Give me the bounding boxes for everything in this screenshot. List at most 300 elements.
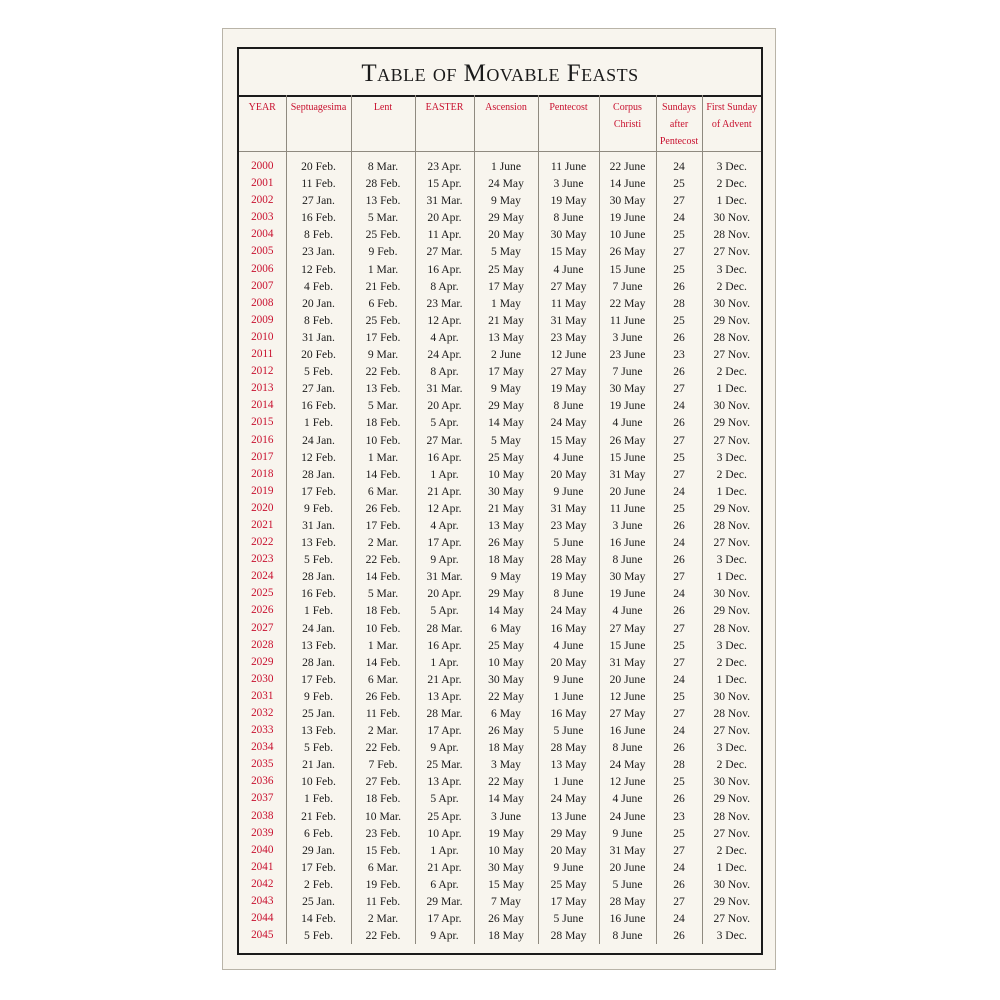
cell-corpus-christi: 31 May xyxy=(599,466,656,483)
cell-pentecost: 4 June xyxy=(538,261,599,278)
cell-easter: 28 Mar. xyxy=(415,620,474,637)
cell-sundays-after-pentecost: 25 xyxy=(656,449,702,466)
table-row xyxy=(239,346,761,363)
cell-year: 2043 xyxy=(251,895,274,908)
cell-year: 2004 xyxy=(251,228,274,241)
cell-sundays-after-pentecost: 25 xyxy=(656,773,702,790)
cell-easter: 16 Apr. xyxy=(415,637,474,654)
table-row xyxy=(239,152,761,176)
cell-corpus-christi: 16 June xyxy=(599,910,656,927)
cell-septuagesima: 16 Feb. xyxy=(286,209,351,226)
cell-lent: 6 Feb. xyxy=(351,295,415,312)
cell-first-sunday-of-advent: 3 Dec. xyxy=(702,152,761,176)
cell-sundays-after-pentecost: 27 xyxy=(656,568,702,585)
cell-pentecost: 4 June xyxy=(538,637,599,654)
cell-septuagesima: 8 Feb. xyxy=(286,312,351,329)
cell-sundays-after-pentecost: 24 xyxy=(656,483,702,500)
cell-corpus-christi: 4 June xyxy=(599,790,656,807)
cell-sundays-after-pentecost: 26 xyxy=(656,927,702,944)
cell-sundays-after-pentecost: 24 xyxy=(656,397,702,414)
cell-septuagesima: 20 Feb. xyxy=(286,346,351,363)
cell-septuagesima: 11 Feb. xyxy=(286,175,351,192)
cell-lent: 1 Mar. xyxy=(351,449,415,466)
cell-easter: 21 Apr. xyxy=(415,671,474,688)
cell-lent: 5 Mar. xyxy=(351,397,415,414)
table-row xyxy=(239,808,761,825)
table-row xyxy=(239,517,761,534)
table-row xyxy=(239,500,761,517)
cell-lent: 2 Mar. xyxy=(351,910,415,927)
cell-year: 2027 xyxy=(251,621,274,634)
cell-corpus-christi: 27 May xyxy=(599,705,656,722)
cell-ascension: 14 May xyxy=(474,602,538,619)
cell-sundays-after-pentecost: 25 xyxy=(656,175,702,192)
table-row xyxy=(239,312,761,329)
cell-septuagesima: 29 Jan. xyxy=(286,842,351,859)
cell-corpus-christi: 4 June xyxy=(599,414,656,431)
cell-septuagesima: 13 Feb. xyxy=(286,637,351,654)
cell-year: 2033 xyxy=(251,724,274,737)
cell-year: 2036 xyxy=(251,775,274,788)
cell-sundays-after-pentecost: 27 xyxy=(656,893,702,910)
cell-pentecost: 8 June xyxy=(538,585,599,602)
cell-easter: 27 Mar. xyxy=(415,432,474,449)
table-row xyxy=(239,363,761,380)
cell-ascension: 5 May xyxy=(474,243,538,260)
cell-lent: 25 Feb. xyxy=(351,312,415,329)
cell-first-sunday-of-advent: 30 Nov. xyxy=(702,773,761,790)
cell-first-sunday-of-advent: 29 Nov. xyxy=(702,312,761,329)
table-row xyxy=(239,466,761,483)
cell-easter: 27 Mar. xyxy=(415,243,474,260)
cell-lent: 18 Feb. xyxy=(351,414,415,431)
cell-easter: 5 Apr. xyxy=(415,790,474,807)
cell-corpus-christi: 14 June xyxy=(599,175,656,192)
cell-ascension: 10 May xyxy=(474,466,538,483)
cell-pentecost: 20 May xyxy=(538,842,599,859)
cell-septuagesima: 28 Jan. xyxy=(286,568,351,585)
cell-lent: 22 Feb. xyxy=(351,739,415,756)
cell-septuagesima: 5 Feb. xyxy=(286,363,351,380)
cell-corpus-christi: 15 June xyxy=(599,637,656,654)
cell-year: 2040 xyxy=(251,843,274,856)
cell-lent: 14 Feb. xyxy=(351,466,415,483)
cell-first-sunday-of-advent: 2 Dec. xyxy=(702,466,761,483)
cell-septuagesima: 20 Jan. xyxy=(286,295,351,312)
cell-sundays-after-pentecost: 23 xyxy=(656,346,702,363)
table-row xyxy=(239,585,761,602)
cell-easter: 8 Apr. xyxy=(415,363,474,380)
cell-first-sunday-of-advent: 2 Dec. xyxy=(702,842,761,859)
cell-first-sunday-of-advent: 27 Nov. xyxy=(702,825,761,842)
cell-pentecost: 9 June xyxy=(538,483,599,500)
cell-pentecost: 3 June xyxy=(538,175,599,192)
cell-ascension: 14 May xyxy=(474,414,538,431)
cell-pentecost: 16 May xyxy=(538,705,599,722)
cell-year: 2023 xyxy=(251,553,274,566)
cell-ascension: 10 May xyxy=(474,654,538,671)
cell-lent: 19 Feb. xyxy=(351,876,415,893)
cell-sundays-after-pentecost: 26 xyxy=(656,329,702,346)
cell-easter: 1 Apr. xyxy=(415,842,474,859)
cell-ascension: 21 May xyxy=(474,312,538,329)
cell-easter: 17 Apr. xyxy=(415,910,474,927)
cell-corpus-christi: 8 June xyxy=(599,927,656,944)
cell-easter: 21 Apr. xyxy=(415,859,474,876)
cell-corpus-christi: 30 May xyxy=(599,192,656,209)
table-row xyxy=(239,209,761,226)
cell-corpus-christi: 15 June xyxy=(599,261,656,278)
cell-easter: 20 Apr. xyxy=(415,585,474,602)
table-row xyxy=(239,243,761,260)
cell-sundays-after-pentecost: 24 xyxy=(656,859,702,876)
cell-lent: 9 Feb. xyxy=(351,243,415,260)
cell-first-sunday-of-advent: 28 Nov. xyxy=(702,517,761,534)
cell-year: 2016 xyxy=(251,433,274,446)
cell-corpus-christi: 4 June xyxy=(599,602,656,619)
cell-corpus-christi: 10 June xyxy=(599,226,656,243)
cell-lent: 2 Mar. xyxy=(351,534,415,551)
cell-pentecost: 5 June xyxy=(538,910,599,927)
cell-first-sunday-of-advent: 30 Nov. xyxy=(702,688,761,705)
cell-year: 2019 xyxy=(251,484,274,497)
cell-ascension: 26 May xyxy=(474,722,538,739)
table-row xyxy=(239,859,761,876)
cell-septuagesima: 12 Feb. xyxy=(286,261,351,278)
cell-easter: 11 Apr. xyxy=(415,226,474,243)
cell-easter: 1 Apr. xyxy=(415,466,474,483)
cell-septuagesima: 5 Feb. xyxy=(286,551,351,568)
cell-corpus-christi: 8 June xyxy=(599,739,656,756)
cell-corpus-christi: 23 June xyxy=(599,346,656,363)
cell-first-sunday-of-advent: 3 Dec. xyxy=(702,739,761,756)
cell-first-sunday-of-advent: 29 Nov. xyxy=(702,414,761,431)
cell-lent: 18 Feb. xyxy=(351,602,415,619)
cell-year: 2014 xyxy=(251,399,274,412)
cell-lent: 2 Mar. xyxy=(351,722,415,739)
cell-first-sunday-of-advent: 30 Nov. xyxy=(702,209,761,226)
cell-septuagesima: 9 Feb. xyxy=(286,688,351,705)
table-row xyxy=(239,927,761,944)
cell-year: 2003 xyxy=(251,211,274,224)
cell-sundays-after-pentecost: 26 xyxy=(656,278,702,295)
cell-easter: 4 Apr. xyxy=(415,329,474,346)
cell-lent: 22 Feb. xyxy=(351,363,415,380)
cell-pentecost: 15 May xyxy=(538,243,599,260)
cell-easter: 31 Mar. xyxy=(415,568,474,585)
cell-corpus-christi: 11 June xyxy=(599,500,656,517)
cell-first-sunday-of-advent: 30 Nov. xyxy=(702,397,761,414)
cell-septuagesima: 14 Feb. xyxy=(286,910,351,927)
cell-lent: 17 Feb. xyxy=(351,329,415,346)
cell-easter: 23 Mar. xyxy=(415,295,474,312)
cell-ascension: 30 May xyxy=(474,483,538,500)
cell-lent: 21 Feb. xyxy=(351,278,415,295)
cell-lent: 17 Feb. xyxy=(351,517,415,534)
cell-first-sunday-of-advent: 29 Nov. xyxy=(702,602,761,619)
cell-sundays-after-pentecost: 25 xyxy=(656,825,702,842)
cell-lent: 10 Feb. xyxy=(351,620,415,637)
cell-corpus-christi: 22 May xyxy=(599,295,656,312)
cell-pentecost: 28 May xyxy=(538,927,599,944)
cell-corpus-christi: 3 June xyxy=(599,517,656,534)
cell-pentecost: 19 May xyxy=(538,192,599,209)
cell-easter: 31 Mar. xyxy=(415,380,474,397)
cell-sundays-after-pentecost: 27 xyxy=(656,842,702,859)
cell-pentecost: 4 June xyxy=(538,449,599,466)
cell-year: 2007 xyxy=(251,279,274,292)
cell-sundays-after-pentecost: 25 xyxy=(656,312,702,329)
cell-first-sunday-of-advent: 1 Dec. xyxy=(702,483,761,500)
cell-pentecost: 5 June xyxy=(538,722,599,739)
cell-pentecost: 25 May xyxy=(538,876,599,893)
cell-year: 2000 xyxy=(251,160,274,172)
cell-lent: 26 Feb. xyxy=(351,688,415,705)
cell-corpus-christi: 22 June xyxy=(599,152,656,176)
cell-sundays-after-pentecost: 26 xyxy=(656,414,702,431)
cell-septuagesima: 17 Feb. xyxy=(286,859,351,876)
cell-septuagesima: 16 Feb. xyxy=(286,397,351,414)
cell-first-sunday-of-advent: 27 Nov. xyxy=(702,534,761,551)
cell-easter: 17 Apr. xyxy=(415,534,474,551)
cell-pentecost: 24 May xyxy=(538,414,599,431)
cell-pentecost: 19 May xyxy=(538,380,599,397)
cell-pentecost: 27 May xyxy=(538,363,599,380)
table-row xyxy=(239,722,761,739)
cell-easter: 9 Apr. xyxy=(415,551,474,568)
cell-corpus-christi: 20 June xyxy=(599,671,656,688)
table-row xyxy=(239,414,761,431)
cell-sundays-after-pentecost: 24 xyxy=(656,671,702,688)
cell-year: 2037 xyxy=(251,792,274,805)
cell-ascension: 7 May xyxy=(474,893,538,910)
cell-easter: 6 Apr. xyxy=(415,876,474,893)
header-pentecost: Pentecost xyxy=(538,95,599,152)
table-row xyxy=(239,654,761,671)
cell-ascension: 15 May xyxy=(474,876,538,893)
cell-corpus-christi: 8 June xyxy=(599,551,656,568)
cell-pentecost: 13 June xyxy=(538,808,599,825)
cell-corpus-christi: 19 June xyxy=(599,585,656,602)
cell-first-sunday-of-advent: 30 Nov. xyxy=(702,876,761,893)
cell-year: 2026 xyxy=(251,604,274,617)
cell-corpus-christi: 16 June xyxy=(599,534,656,551)
cell-easter: 20 Apr. xyxy=(415,209,474,226)
cell-first-sunday-of-advent: 1 Dec. xyxy=(702,192,761,209)
cell-corpus-christi: 12 June xyxy=(599,688,656,705)
cell-first-sunday-of-advent: 28 Nov. xyxy=(702,226,761,243)
table-row xyxy=(239,910,761,927)
cell-septuagesima: 5 Feb. xyxy=(286,739,351,756)
cell-first-sunday-of-advent: 1 Dec. xyxy=(702,380,761,397)
cell-corpus-christi: 24 June xyxy=(599,808,656,825)
cell-pentecost: 28 May xyxy=(538,551,599,568)
cell-pentecost: 23 May xyxy=(538,329,599,346)
cell-pentecost: 8 June xyxy=(538,209,599,226)
cell-corpus-christi: 28 May xyxy=(599,893,656,910)
cell-ascension: 22 May xyxy=(474,773,538,790)
cell-first-sunday-of-advent: 29 Nov. xyxy=(702,790,761,807)
cell-ascension: 26 May xyxy=(474,910,538,927)
cell-easter: 15 Apr. xyxy=(415,175,474,192)
cell-septuagesima: 1 Feb. xyxy=(286,602,351,619)
cell-corpus-christi: 16 June xyxy=(599,722,656,739)
cell-year: 2017 xyxy=(251,450,274,463)
cell-sundays-after-pentecost: 25 xyxy=(656,261,702,278)
table-row xyxy=(239,551,761,568)
cell-ascension: 30 May xyxy=(474,859,538,876)
cell-sundays-after-pentecost: 26 xyxy=(656,551,702,568)
cell-easter: 4 Apr. xyxy=(415,517,474,534)
cell-sundays-after-pentecost: 24 xyxy=(656,534,702,551)
cell-lent: 15 Feb. xyxy=(351,842,415,859)
cell-sundays-after-pentecost: 27 xyxy=(656,192,702,209)
cell-pentecost: 19 May xyxy=(538,568,599,585)
cell-lent: 23 Feb. xyxy=(351,825,415,842)
cell-corpus-christi: 15 June xyxy=(599,449,656,466)
cell-sundays-after-pentecost: 24 xyxy=(656,585,702,602)
cell-year: 2030 xyxy=(251,672,274,685)
cell-corpus-christi: 27 May xyxy=(599,620,656,637)
cell-first-sunday-of-advent: 27 Nov. xyxy=(702,722,761,739)
cell-first-sunday-of-advent: 3 Dec. xyxy=(702,551,761,568)
cell-easter: 20 Apr. xyxy=(415,397,474,414)
cell-year: 2009 xyxy=(251,313,274,326)
cell-first-sunday-of-advent: 28 Nov. xyxy=(702,705,761,722)
cell-year: 2025 xyxy=(251,587,274,600)
cell-septuagesima: 27 Jan. xyxy=(286,380,351,397)
header-lent: Lent xyxy=(351,95,415,152)
cell-septuagesima: 31 Jan. xyxy=(286,329,351,346)
cell-ascension: 10 May xyxy=(474,842,538,859)
table-row xyxy=(239,397,761,414)
cell-lent: 27 Feb. xyxy=(351,773,415,790)
cell-year: 2045 xyxy=(251,929,274,942)
cell-easter: 21 Apr. xyxy=(415,483,474,500)
cell-septuagesima: 28 Jan. xyxy=(286,654,351,671)
cell-year: 2021 xyxy=(251,518,274,531)
cell-first-sunday-of-advent: 29 Nov. xyxy=(702,893,761,910)
cell-lent: 26 Feb. xyxy=(351,500,415,517)
cell-easter: 16 Apr. xyxy=(415,449,474,466)
cell-easter: 1 Apr. xyxy=(415,654,474,671)
cell-corpus-christi: 3 June xyxy=(599,329,656,346)
cell-septuagesima: 2 Feb. xyxy=(286,876,351,893)
cell-easter: 31 Mar. xyxy=(415,192,474,209)
cell-septuagesima: 1 Feb. xyxy=(286,790,351,807)
cell-lent: 13 Feb. xyxy=(351,192,415,209)
cell-corpus-christi: 12 June xyxy=(599,773,656,790)
table-row xyxy=(239,842,761,859)
cell-ascension: 18 May xyxy=(474,739,538,756)
cell-sundays-after-pentecost: 27 xyxy=(656,705,702,722)
cell-sundays-after-pentecost: 24 xyxy=(656,722,702,739)
cell-year: 2013 xyxy=(251,382,274,395)
cell-year: 2034 xyxy=(251,741,274,754)
cell-easter: 17 Apr. xyxy=(415,722,474,739)
cell-year: 2028 xyxy=(251,638,274,651)
cell-corpus-christi: 30 May xyxy=(599,568,656,585)
cell-year: 2001 xyxy=(251,177,274,190)
cell-first-sunday-of-advent: 3 Dec. xyxy=(702,261,761,278)
cell-corpus-christi: 7 June xyxy=(599,278,656,295)
cell-year: 2020 xyxy=(251,501,274,514)
cell-pentecost: 8 June xyxy=(538,397,599,414)
table-row xyxy=(239,688,761,705)
cell-septuagesima: 25 Jan. xyxy=(286,705,351,722)
cell-lent: 11 Feb. xyxy=(351,705,415,722)
cell-pentecost: 30 May xyxy=(538,226,599,243)
cell-septuagesima: 13 Feb. xyxy=(286,722,351,739)
cell-septuagesima: 17 Feb. xyxy=(286,671,351,688)
cell-lent: 6 Mar. xyxy=(351,671,415,688)
cell-easter: 5 Apr. xyxy=(415,602,474,619)
cell-easter: 9 Apr. xyxy=(415,739,474,756)
table-row xyxy=(239,773,761,790)
cell-year: 2044 xyxy=(251,912,274,925)
cell-septuagesima: 1 Feb. xyxy=(286,414,351,431)
cell-lent: 25 Feb. xyxy=(351,226,415,243)
table-row xyxy=(239,534,761,551)
cell-pentecost: 1 June xyxy=(538,773,599,790)
header-corpus-christi: Corpus Christi xyxy=(599,95,656,152)
cell-first-sunday-of-advent: 1 Dec. xyxy=(702,859,761,876)
cell-corpus-christi: 11 June xyxy=(599,312,656,329)
cell-lent: 10 Mar. xyxy=(351,808,415,825)
cell-year: 2029 xyxy=(251,655,274,668)
cell-easter: 16 Apr. xyxy=(415,261,474,278)
table-row xyxy=(239,568,761,585)
cell-septuagesima: 17 Feb. xyxy=(286,483,351,500)
table-frame xyxy=(237,47,763,955)
cell-easter: 29 Mar. xyxy=(415,893,474,910)
cell-year: 2035 xyxy=(251,758,274,771)
cell-sundays-after-pentecost: 26 xyxy=(656,790,702,807)
cell-pentecost: 17 May xyxy=(538,893,599,910)
cell-first-sunday-of-advent: 27 Nov. xyxy=(702,432,761,449)
cell-lent: 28 Feb. xyxy=(351,175,415,192)
cell-sundays-after-pentecost: 24 xyxy=(656,910,702,927)
table-row xyxy=(239,295,761,312)
cell-lent: 11 Feb. xyxy=(351,893,415,910)
cell-easter: 13 Apr. xyxy=(415,773,474,790)
cell-first-sunday-of-advent: 27 Nov. xyxy=(702,243,761,260)
table-row xyxy=(239,620,761,637)
cell-septuagesima: 27 Jan. xyxy=(286,192,351,209)
cell-pentecost: 9 June xyxy=(538,671,599,688)
cell-ascension: 3 June xyxy=(474,808,538,825)
cell-septuagesima: 10 Feb. xyxy=(286,773,351,790)
cell-septuagesima: 12 Feb. xyxy=(286,449,351,466)
cell-lent: 5 Mar. xyxy=(351,209,415,226)
cell-corpus-christi: 19 June xyxy=(599,209,656,226)
cell-ascension: 17 May xyxy=(474,363,538,380)
cell-pentecost: 9 June xyxy=(538,859,599,876)
cell-sundays-after-pentecost: 26 xyxy=(656,517,702,534)
table-body xyxy=(239,152,761,945)
table-row xyxy=(239,329,761,346)
cell-corpus-christi: 26 May xyxy=(599,432,656,449)
cell-easter: 25 Apr. xyxy=(415,808,474,825)
cell-lent: 14 Feb. xyxy=(351,568,415,585)
cell-year: 2032 xyxy=(251,707,274,719)
cell-first-sunday-of-advent: 28 Nov. xyxy=(702,620,761,637)
cell-first-sunday-of-advent: 2 Dec. xyxy=(702,756,761,773)
cell-ascension: 29 May xyxy=(474,209,538,226)
table-row xyxy=(239,380,761,397)
table-row xyxy=(239,825,761,842)
header-septuagesima: Septuagesima xyxy=(286,95,351,152)
